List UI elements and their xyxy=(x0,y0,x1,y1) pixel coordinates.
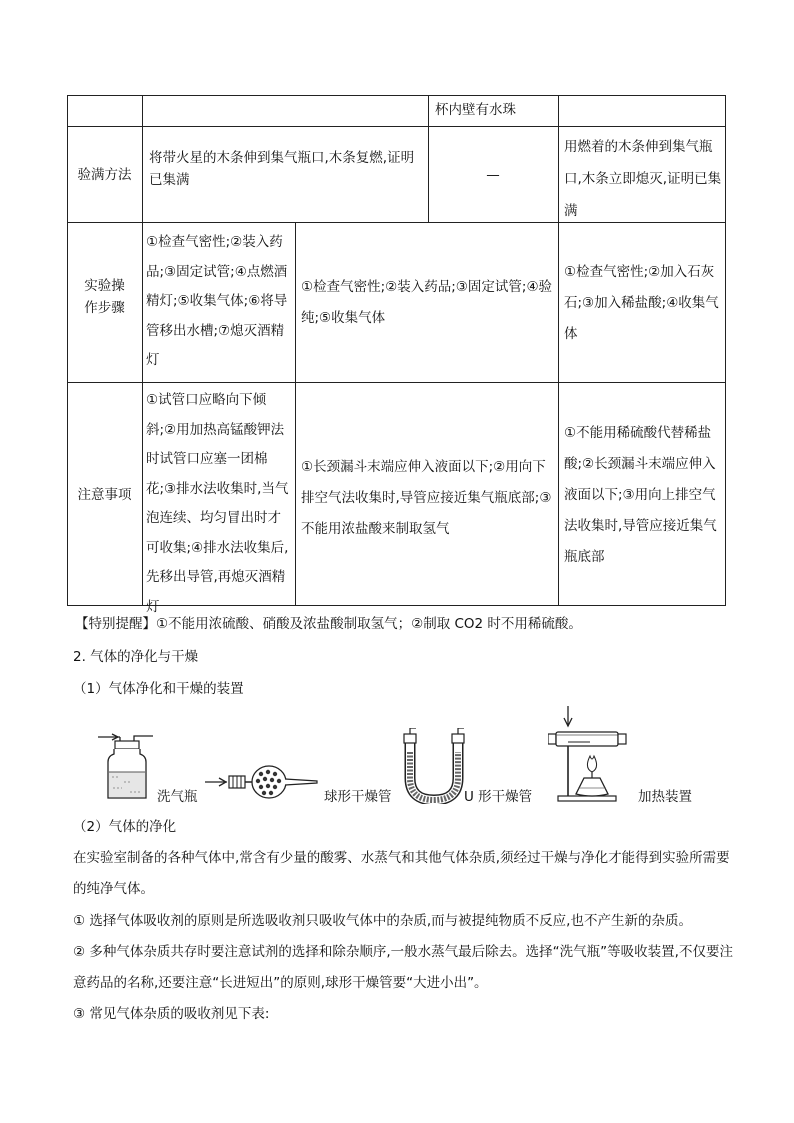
u-drying-tube-icon xyxy=(402,728,470,804)
comparison-table xyxy=(67,95,726,615)
intro-paragraph: 在实验室制备的各种气体中,常含有少量的酸雾、水蒸气和其他气体杂质,须经过干燥与净化才能得到实验所需要的纯净气体。 xyxy=(73,850,730,897)
point-2: ② 多种气体杂质共存时要注意试剂的选择和除杂顺序,一般水蒸气最后除去。选择“洗气瓶”等吸收装置,不仅要注意药品的名称,还要注意“长进短出”的原则,球形干燥管要“大进小出”。 xyxy=(73,944,733,991)
subsection-1-title: （1）气体净化和干燥的装置 xyxy=(73,681,244,697)
bulb-drying-tube-icon xyxy=(205,762,320,802)
u-drying-tube-label: U 形干燥管 xyxy=(464,789,533,805)
cell-r3-c2: ①长颈漏斗末端应伸入液面以下;②用向下排空气法收集时,导管应接近集气瓶底部;③不能用浓盐酸来制取氢气 xyxy=(301,459,552,537)
cell-r1-c3: 用燃着的木条伸到集气瓶口,木条立即熄灭,证明已集满 xyxy=(564,139,722,219)
point-3: ③ 常见气体杂质的吸收剂见下表: xyxy=(73,1006,270,1022)
row-label-notes: 注意事项 xyxy=(77,487,132,503)
row-label-check-full: 验满方法 xyxy=(77,167,132,183)
special-note: 【特别提醒】①不能用浓硫酸、硝酸及浓盐酸制取氢气；②制取 CO2 时不用稀硫酸。 xyxy=(75,616,582,632)
cell-r1-c1: 将带火星的木条伸到集气瓶口,木条复燃,证明已集满 xyxy=(149,150,415,188)
heating-device-icon xyxy=(548,706,630,802)
table-rule xyxy=(67,95,726,96)
wash-bottle-icon xyxy=(98,730,158,802)
cell-r3-c1: ①试管口应略向下倾斜;②用加热高锰酸钾法时试管口应塞一团棉花;③排水法收集时,当气泡连续、均匀冒出时才可收集;④排水法收集后,先移出导管,再熄灭酒精灯 xyxy=(146,392,289,615)
cell-r0-c3: 杯内壁有水珠 xyxy=(435,102,516,118)
section-2-title: 2. 气体的净化与干燥 xyxy=(73,649,199,665)
point-1: ① 选择气体吸收剂的原则是所选吸收剂只吸收气体中的杂质,而与被提纯物质不反应,也不产生新的杂质。 xyxy=(73,913,692,929)
table-rule xyxy=(67,382,726,383)
table-rule xyxy=(725,95,726,606)
cell-r2-c3: ①检查气密性;②加入石灰石;③加入稀盐酸;④收集气体 xyxy=(564,264,719,342)
wash-bottle-label: 洗气瓶 xyxy=(157,789,198,805)
cell-r2-c1: ①检查气密性;②装入药品;③固定试管;④点燃酒精灯;⑤收集气体;⑥将导管移出水槽;⑦熄灭酒精灯 xyxy=(146,234,288,368)
heating-device-label: 加热装置 xyxy=(638,789,692,805)
row-label-steps-line2: 作步骤 xyxy=(84,299,125,316)
table-rule xyxy=(67,126,726,127)
row-label-steps xyxy=(67,276,142,319)
cell-r3-c3: ①不能用稀硫酸代替稀盐酸;②长颈漏斗末端应伸入液面以下;③用向上排空气法收集时,导管应接近集气瓶底部 xyxy=(564,425,717,565)
row-label-steps-line1: 实验操 xyxy=(84,278,125,294)
table-rule xyxy=(142,95,143,606)
table-rule xyxy=(295,222,296,606)
cell-r2-c2: ①检查气密性;②装入药品;③固定试管;④验纯;⑤收集气体 xyxy=(301,279,553,326)
subsection-2-title: （2）气体的净化 xyxy=(73,819,177,835)
bulb-drying-tube-label: 球形干燥管 xyxy=(324,789,392,805)
table-rule xyxy=(428,95,429,223)
cell-r1-c2: — xyxy=(486,167,500,183)
table-rule xyxy=(558,95,559,606)
